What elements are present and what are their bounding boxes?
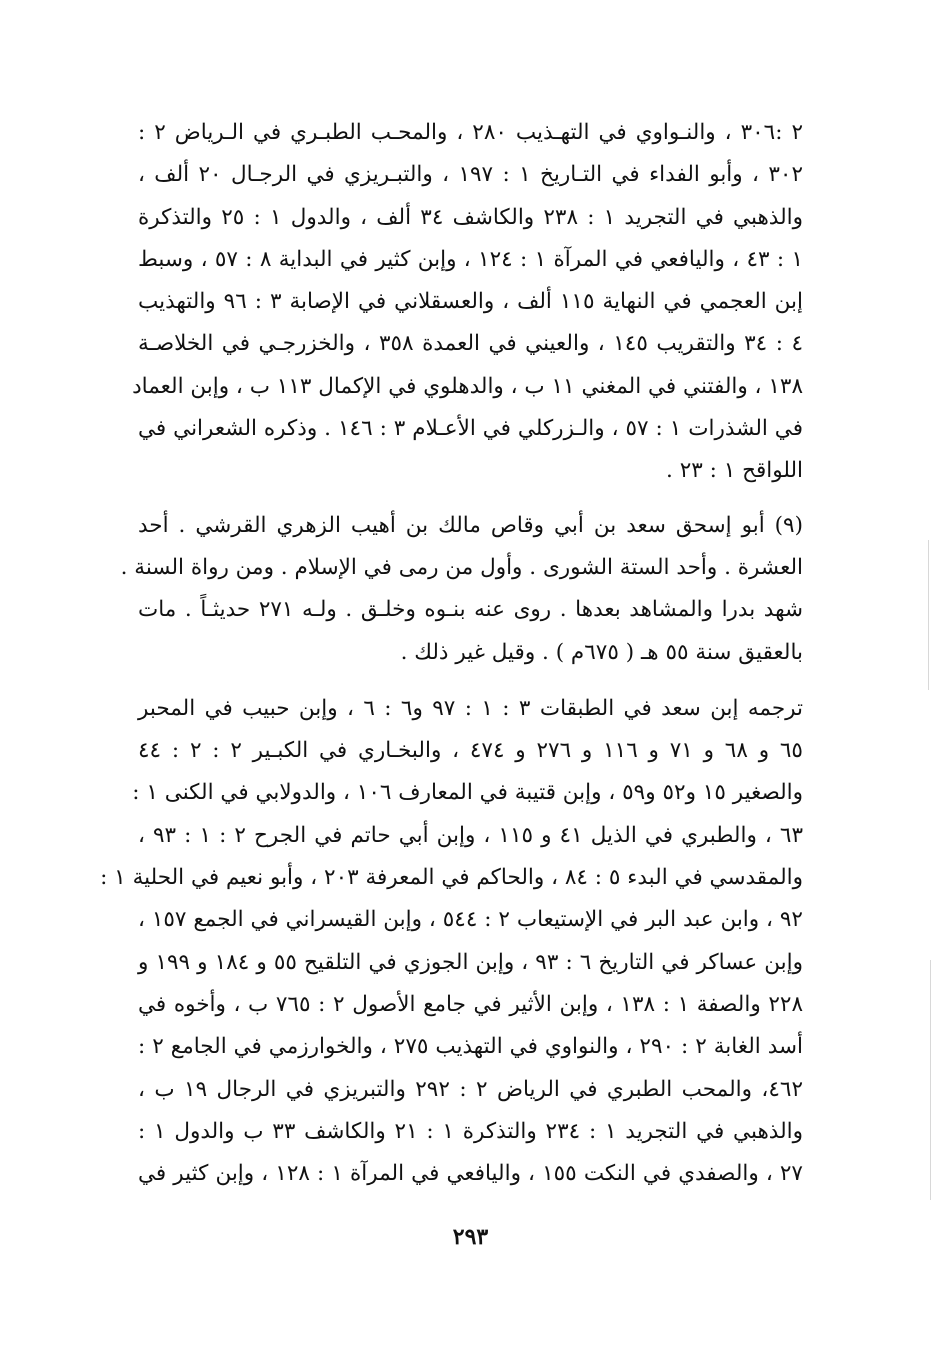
text-line: وإبن عساكر في التاريخ ٦ : ٩٣ ، وإبن الجوزي في التلقيح ٥٥ و ١٨٤ و ١٩٩ و bbox=[138, 949, 803, 975]
text-line: شهد بدرا والمشاهد بعدها . روى عنه بنـوه وخلـق . ولـه ٢٧١ حديثـاً . مات bbox=[138, 597, 804, 623]
text-line: ١ : ٤٣ ، واليافعي في المرآة ١ : ١٢٤ ، وإبن كثير في البداية ٨ : ٥٧ ، وسبط bbox=[138, 246, 804, 272]
text-line: ٩٢ ، وابن عبد البر في الإستيعاب ٢ : ٥٤٤ ، وإبن القيسراني في الجمع ١٥٧ ، bbox=[138, 907, 803, 933]
text-line: ٢٢٨ والصفة ١ : ١٣٨ ، وإبن الأثير في جامع الأصول ٢ : ٧٦٥ ب ، وأخوه في bbox=[138, 991, 803, 1017]
text-line: أسد الغابة ٢ : ٢٩٠ ، والنواوي في التهذيب ٢٧٥ ، والخوارزمي في الجامع ٢ : bbox=[138, 1034, 803, 1060]
text-line: إبن العجمي في النهاية ١١٥ ألف ، والعسقلاني في الإصابة ٣ : ٩٦ والتهذيب bbox=[138, 289, 804, 315]
text-line: والذهبي في التجريد ١ : ٢٣٤ والتذكرة ١ : ٢١ والكاشف ٣٣ ب والدول ١ : bbox=[138, 1118, 803, 1144]
paragraph-biography-entry-9 bbox=[120, 505, 804, 674]
margin-rule-bottom bbox=[930, 960, 931, 1200]
text-line: والذهبي في التجريد ١ : ٢٣٨ والكاشف ٣٤ ألف ، والدول ١ : ٢٥ والتذكرة bbox=[138, 204, 803, 230]
text-line: ٦٥ و ٦٨ و ٧١ و ١١٦ و ٢٧٦ و ٤٧٤ ، والبخـاري في الكبـير ٢ : ٢ : ٤٤ bbox=[138, 738, 803, 764]
text-line: ٢٧ ، والصفدي في النكت ١٥٥ ، واليافعي في المرآة ١ : ١٢٨ ، وإبن كثير في bbox=[138, 1161, 803, 1187]
text-line: ٤٦٢، والمحب الطبري في الرياض ٢ : ٢٩٢ والتبريزي في الرجال ١٩ ب ، bbox=[138, 1076, 803, 1102]
text-line: ١٣٨ ، والفتني في المغني ١١ ب ، والدهلوي في الإكمال ١١٣ ب ، وإبن العماد bbox=[132, 373, 803, 399]
text-line: بالعقيق سنة ٥٥ هـ ( ٦٧٥م ) . وقيل غير ذلك . bbox=[400, 639, 803, 665]
text-line: ٣٠٢ ، وأبو الفداء في التـاريخ ١ : ١٩٧ ، والتبـريزي في الرجـال ٢٠ ألف ، bbox=[138, 162, 803, 188]
page-body bbox=[100, 112, 804, 1195]
text-line: والصغير ١٥ و٥٢ و٥٩ ، وإبن قتيبة في المعارف ١٠٦ ، والدولابي في الكنى ١ : bbox=[132, 780, 803, 806]
margin-rule-top bbox=[928, 540, 929, 690]
text-line: العشرة . وأحد الستة الشورى . وأول من رمى في الإسلام . ومن رواة السنة . bbox=[120, 554, 803, 580]
paragraph-gap bbox=[138, 493, 803, 505]
paragraph-references-continued bbox=[132, 112, 804, 493]
text-line: والمقدسي في البدء ٥ : ٨٤ ، والحاكم في المعرفة ٢٠٣ ، وأبو نعيم في الحلية ١ : bbox=[100, 865, 803, 891]
text-line: ٦٣ ، والطبري في الذيل ٤١ و ١١٥ ، وإبن أبي حاتم في الجرح ٢ : ١ : ٩٣ ، bbox=[138, 822, 803, 848]
text-line: في الشذرات ١ : ٥٧ ، والـزركلي في الأعـلام ٣ : ١٤٦ . وذكره الشعراني في bbox=[138, 416, 803, 442]
text-line: ٤ : ٣٤ والتقريب ١٤٥ ، والعيني في العمدة ٣٥٨ ، والخزرجـي في الخلاصـة bbox=[138, 331, 804, 357]
text-line: اللواقح ١ : ٢٣ . bbox=[666, 458, 803, 484]
text-line: (٩) أبو إسحق سعد بن أبي وقاص مالك بن أهيب الزهري القرشي . أحد bbox=[138, 512, 803, 538]
text-line: ترجمه إبن سعد في الطبقات ٣ : ١ : ٩٧ و٦ : ٦ ، وإبن حبيب في المحبر bbox=[138, 695, 803, 721]
page-number: ٢٩٣ bbox=[452, 1224, 489, 1250]
text-line: ٢ :٣٠٦ ، والنـواوي في التهـذيب ٢٨٠ ، والمحـب الطبـري في الـرياض ٢ : bbox=[138, 120, 804, 145]
paragraph-gap bbox=[138, 674, 803, 688]
paragraph-references-entry-9 bbox=[100, 688, 803, 1196]
